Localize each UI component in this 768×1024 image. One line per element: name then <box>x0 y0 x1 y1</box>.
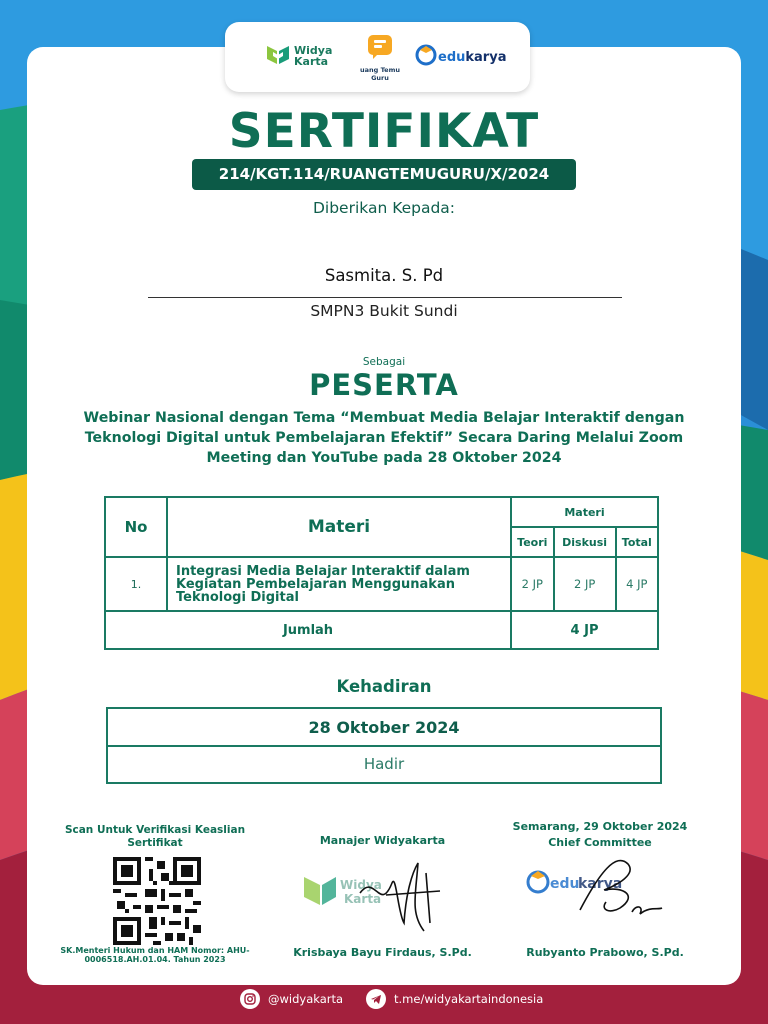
edukarya-logo-part2: karya <box>465 49 507 65</box>
svg-text:edu: edu <box>550 876 580 892</box>
svg-text:Widya: Widya <box>340 878 382 892</box>
event-description: Webinar Nasional dengan Tema “Membuat Media Belajar Interaktif dengan Teknologi Digital untuk Pembelajaran Efektif” Secara Daring Melalui Zoom Meeting dan YouTube pada 28 Oktober 2024 <box>83 410 685 466</box>
attendance-title: Kehadiran <box>336 677 432 696</box>
attendance-box <box>106 707 662 784</box>
committee-signature <box>520 852 670 934</box>
table-row <box>105 557 658 611</box>
header-no: No <box>105 497 167 557</box>
ruangtemuguru-logo-icon <box>367 34 393 64</box>
materi-table <box>104 496 659 650</box>
attendance-date: 28 Oktober 2024 <box>108 709 660 747</box>
ruangtemuguru-logo <box>355 34 405 82</box>
as-label: Sebagai <box>362 356 406 368</box>
row-no: 1. <box>105 557 167 611</box>
instagram-handle: @widyakarta <box>268 992 344 1006</box>
name-underline <box>148 297 622 298</box>
header-total: Total <box>616 527 658 557</box>
row-diskusi: 2 JP <box>554 557 616 611</box>
footer <box>0 986 768 1012</box>
telegram-handle: t.me/widyakartaindonesia <box>394 992 544 1006</box>
sum-value: 4 JP <box>511 611 658 649</box>
logo-bar <box>225 22 530 92</box>
row-materi: Integrasi Media Belajar Interaktif dalam Kegiatan Pembelajaran Menggunakan Teknologi Digital <box>167 557 511 611</box>
svg-text:Karta: Karta <box>344 892 382 906</box>
attendance-status: Hadir <box>363 755 405 773</box>
sum-label: Jumlah <box>105 611 511 649</box>
committee-role: Chief Committee <box>548 836 652 849</box>
edukarya-logo-icon <box>415 44 437 70</box>
header-materi-group: Materi <box>511 497 658 527</box>
committee-title <box>500 819 700 851</box>
certificate-title: SERTIFIKAT <box>228 104 540 159</box>
manager-title: Manajer Widyakarta <box>319 834 446 847</box>
widyakarta-logo-line2: Karta <box>294 55 329 68</box>
row-teori: 2 JP <box>511 557 554 611</box>
telegram-link[interactable] <box>366 989 543 1009</box>
svg-text:karya: karya <box>578 876 623 892</box>
role-title: PESERTA <box>309 368 459 402</box>
given-to-label: Diberikan Kepada: <box>312 199 456 217</box>
header-materi: Materi <box>167 497 511 557</box>
ruangtemuguru-logo-line2: Guru <box>371 74 389 82</box>
row-total: 4 JP <box>616 557 658 611</box>
committee-name: Rubyanto Prabowo, S.Pd. <box>526 946 684 959</box>
edukarya-logo-part1: edu <box>438 49 466 65</box>
manager-name: Krisbaya Bayu Firdaus, S.Pd. <box>293 946 472 959</box>
instagram-link[interactable] <box>240 989 343 1009</box>
certificate-number: 214/KGT.114/RUANGTEMUGURU/X/2024 <box>192 159 576 190</box>
legal-note: SK.Menteri Hukum dan HAM Nomor: AHU-0006518.AH.01.04. Tahun 2023 <box>60 946 250 964</box>
committee-place-date: Semarang, 29 Oktober 2024 <box>512 820 688 833</box>
manager-signature <box>300 853 450 939</box>
widyakarta-logo <box>265 42 332 70</box>
recipient-name: Sasmita. S. Pd <box>324 266 444 285</box>
table-sum-row <box>105 611 658 649</box>
telegram-icon <box>366 989 386 1009</box>
edukarya-logo <box>415 44 506 70</box>
widyakarta-logo-line1: Widya <box>294 44 333 57</box>
header-diskusi: Diskusi <box>554 527 616 557</box>
qr-code-icon[interactable] <box>113 857 201 945</box>
instagram-icon <box>240 989 260 1009</box>
recipient-institution: SMPN3 Bukit Sundi <box>310 302 458 320</box>
verify-title: Scan Untuk Verifikasi Keaslian Sertifikat <box>64 824 246 849</box>
table-header-row <box>105 497 658 527</box>
header-teori: Teori <box>511 527 554 557</box>
ruangtemuguru-logo-line1: uang Temu <box>360 66 400 74</box>
widyakarta-logo-icon <box>265 42 291 70</box>
